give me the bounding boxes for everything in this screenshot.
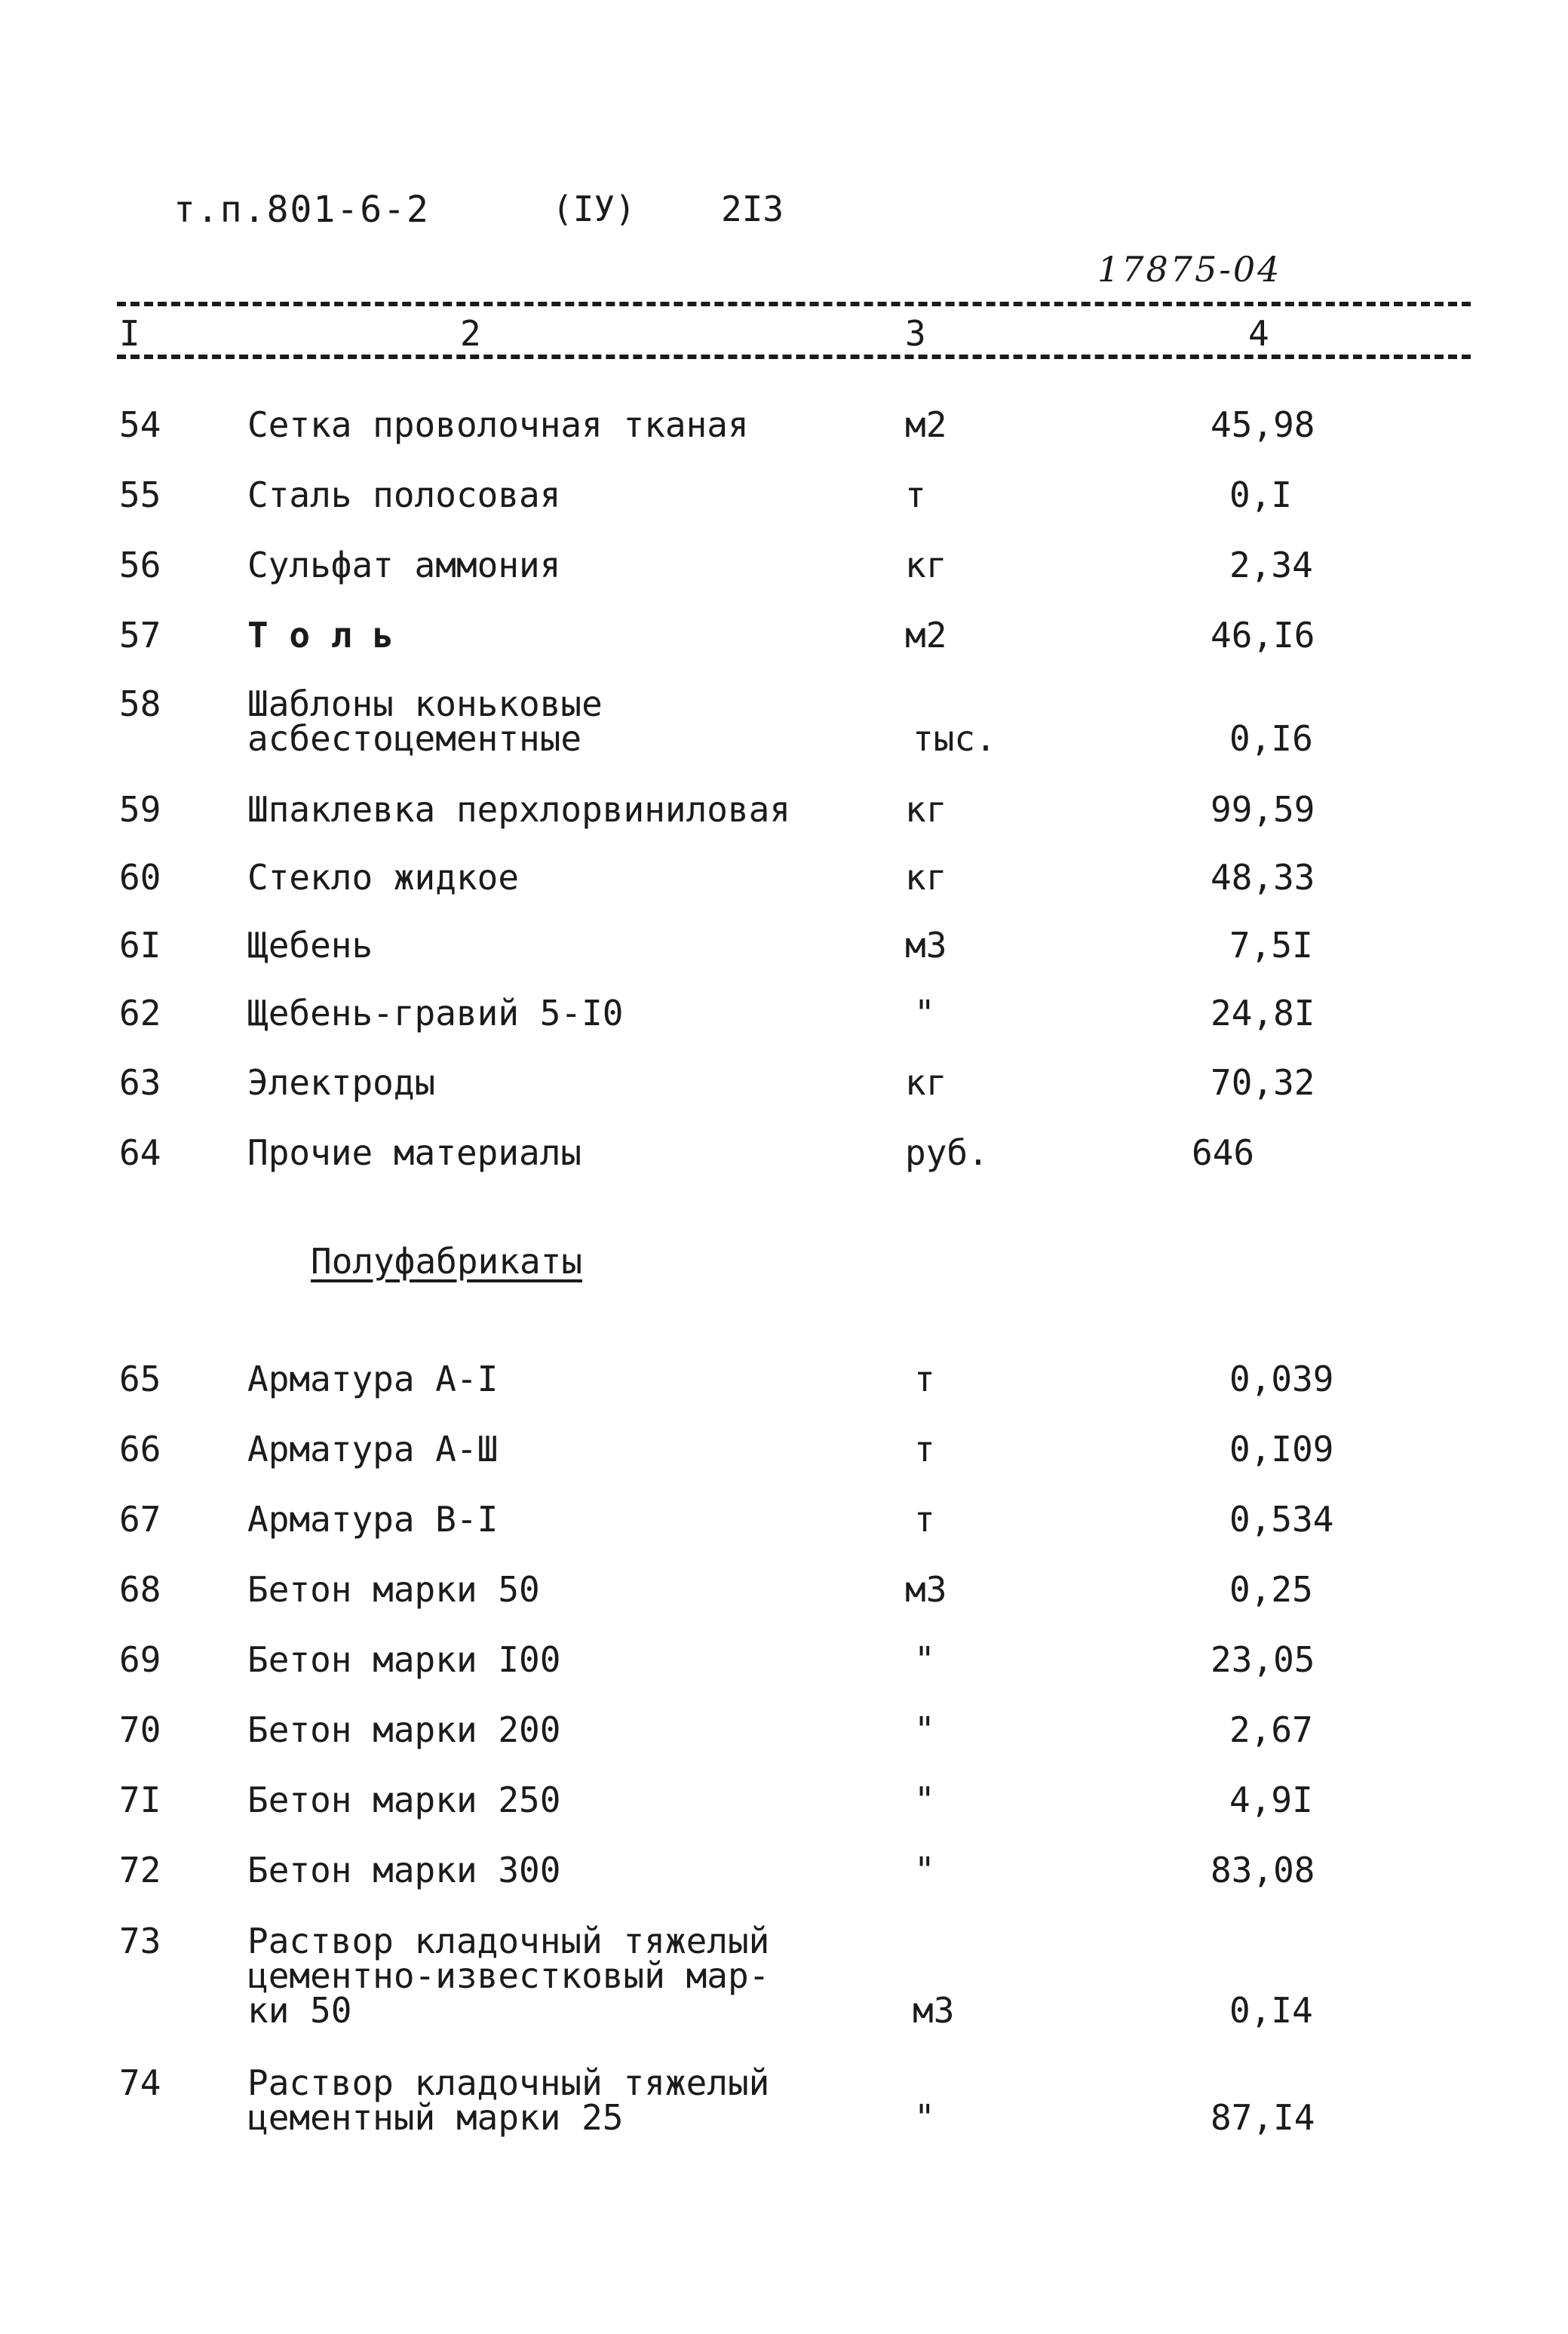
row-unit: кг — [905, 857, 947, 898]
row-name: Сульфат аммония — [247, 545, 561, 585]
row-number: 74 — [119, 2062, 161, 2103]
row-unit: " — [914, 993, 935, 1033]
row-quantity: 83,08 — [1211, 1850, 1315, 1890]
row-number: 62 — [119, 993, 161, 1033]
row-number: 66 — [119, 1429, 161, 1469]
row-unit: " — [914, 1780, 935, 1820]
row-number: 65 — [119, 1359, 161, 1399]
row-name: Бетон марки 300 — [247, 1850, 561, 1890]
row-name: Арматура А-I — [247, 1359, 499, 1399]
row-number: 54 — [119, 404, 161, 445]
row-number: 60 — [119, 857, 161, 898]
row-name: Бетон марки 50 — [247, 1569, 540, 1610]
row-quantity: 45,98 — [1211, 404, 1315, 445]
row-unit: руб. — [905, 1132, 989, 1173]
row-number: 57 — [119, 615, 161, 656]
column-header-3: 3 — [905, 313, 926, 354]
doc-volume: (IУ) — [552, 189, 636, 229]
row-unit: м3 — [905, 1569, 947, 1610]
inventory-number: 17875-04 — [1097, 249, 1282, 290]
row-quantity: 87,I4 — [1211, 2097, 1315, 2138]
row-number: 67 — [119, 1499, 161, 1540]
row-quantity: 2,67 — [1229, 1709, 1313, 1750]
row-name: Щебень-гравий 5-I0 — [247, 993, 624, 1033]
row-quantity: 99,59 — [1211, 789, 1315, 830]
row-name: Т о л ь — [247, 615, 394, 656]
row-name: Сталь полосовая — [247, 474, 561, 515]
row-unit: м3 — [913, 1990, 955, 2031]
row-quantity: 48,33 — [1211, 857, 1315, 898]
row-quantity: 70,32 — [1211, 1062, 1315, 1103]
row-unit: " — [914, 2097, 935, 2138]
row-quantity: 646 — [1192, 1132, 1255, 1173]
column-header-1: I — [119, 313, 140, 354]
row-unit: " — [914, 1639, 935, 1680]
row-quantity: 7,5I — [1229, 925, 1313, 966]
row-quantity: 0,I4 — [1229, 1990, 1313, 2031]
section-title: Полуфабрикаты — [311, 1241, 583, 1282]
row-name: Бетон марки I00 — [247, 1639, 561, 1680]
row-name: Бетон марки 200 — [247, 1709, 561, 1750]
row-quantity: 23,05 — [1211, 1639, 1315, 1680]
divider-header — [117, 355, 1471, 359]
row-number: 59 — [119, 789, 161, 830]
row-unit: м3 — [905, 925, 947, 966]
row-unit: т — [914, 1429, 935, 1469]
divider-top — [117, 302, 1471, 306]
row-quantity: 0,I09 — [1229, 1429, 1334, 1469]
row-unit: тыс. — [913, 718, 996, 759]
row-number: 6I — [119, 925, 161, 966]
row-number: 56 — [119, 545, 161, 585]
row-number: 64 — [119, 1132, 161, 1173]
row-number: 55 — [119, 474, 161, 515]
row-name: Прочие материалы — [247, 1132, 582, 1173]
row-quantity: 46,I6 — [1211, 615, 1315, 656]
row-name: Шаблоны коньковые асбестоцементные — [247, 683, 603, 759]
row-unit: т — [914, 1359, 935, 1399]
row-unit: м2 — [905, 404, 947, 445]
row-name: Бетон марки 250 — [247, 1780, 561, 1820]
row-unit: т — [905, 474, 926, 515]
row-name: Электроды — [247, 1062, 436, 1103]
row-unit: кг — [905, 545, 947, 585]
row-name: Шпаклевка перхлорвиниловая — [247, 789, 791, 830]
row-number: 72 — [119, 1850, 161, 1890]
column-header-4: 4 — [1248, 313, 1269, 354]
row-name: Стекло жидкое — [247, 857, 520, 898]
row-number: 69 — [119, 1639, 161, 1680]
row-quantity: 2,34 — [1229, 545, 1313, 585]
row-name: Арматура А-Ш — [247, 1429, 499, 1469]
row-quantity: 0,I — [1229, 474, 1293, 515]
row-number: 68 — [119, 1569, 161, 1610]
row-unit: кг — [905, 1062, 947, 1103]
row-quantity: 0,25 — [1229, 1569, 1313, 1610]
column-header-2: 2 — [460, 313, 481, 354]
row-number: 58 — [119, 683, 161, 724]
page-number: 2I3 — [721, 189, 784, 229]
row-name: Арматура В-I — [247, 1499, 499, 1540]
row-unit: кг — [905, 789, 947, 830]
row-quantity: 0,534 — [1229, 1499, 1334, 1540]
row-name: Сетка проволочная тканая — [247, 404, 749, 445]
row-quantity: 24,8I — [1211, 993, 1315, 1033]
row-name: Раствор кладочный тяжелый цементный марки 25 — [247, 2062, 770, 2138]
doc-designation: т.п.801-6-2 — [173, 189, 430, 231]
row-quantity: 0,I6 — [1229, 718, 1313, 759]
row-unit: м2 — [905, 615, 947, 656]
row-unit: " — [914, 1709, 935, 1750]
row-unit: т — [914, 1499, 935, 1540]
row-number: 63 — [119, 1062, 161, 1103]
row-name: Раствор кладочный тяжелый цементно-известковый мар- ки 50 — [247, 1921, 770, 2031]
row-unit: " — [914, 1850, 935, 1890]
row-number: 7I — [119, 1780, 161, 1820]
row-quantity: 0,039 — [1229, 1359, 1334, 1399]
row-quantity: 4,9I — [1229, 1780, 1313, 1820]
row-number: 70 — [119, 1709, 161, 1750]
row-number: 73 — [119, 1921, 161, 1961]
row-name: Щебень — [247, 925, 373, 966]
